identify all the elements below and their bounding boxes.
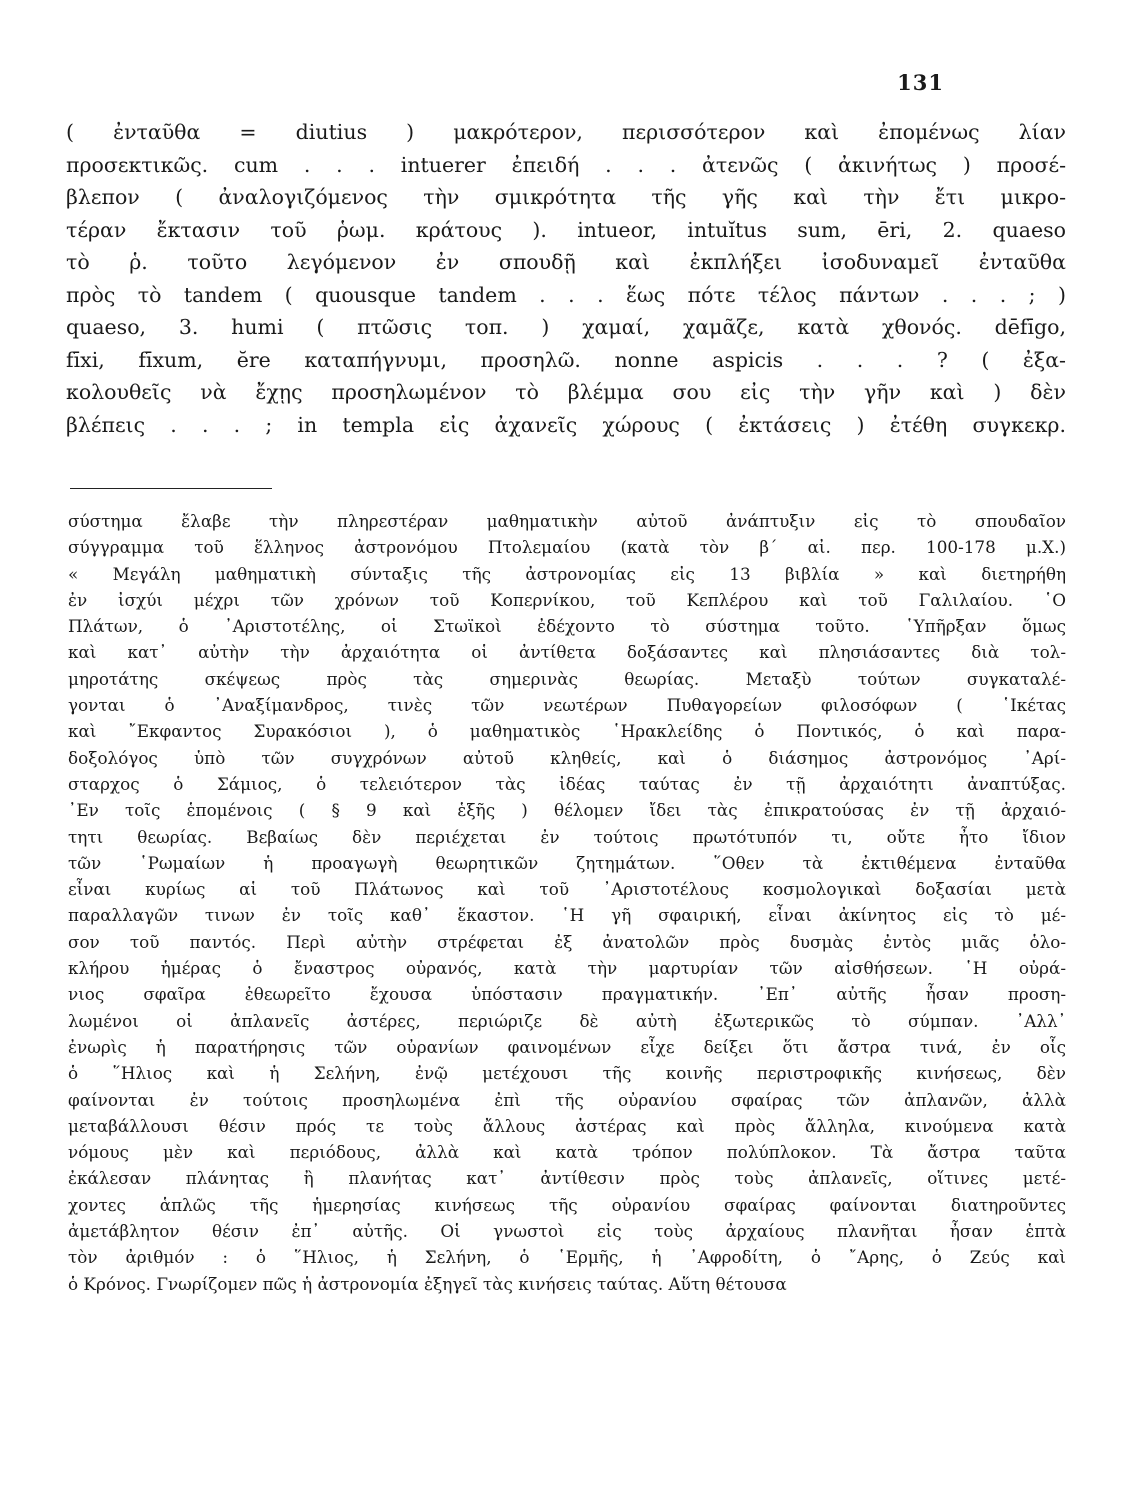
text-line: quaeso, 3. humi ( πτῶσις τοπ. ) χαμαί, χαμᾶζε, κατὰ χθονός. dēfīgo,	[66, 315, 1066, 339]
footnote-line: καὶ ῎Εκφαντος Συρακόσιοι ), ὁ μαθηματικὸς ῾Ηρακλείδης ὁ Ποντικός, ὁ καὶ παρα-	[68, 721, 1066, 742]
footnote-line: ὁ Κρόνος. Γνωρίζομεν πῶς ἡ ἀστρονομία ἐξηγεῖ τὰς κινήσεις ταύτας. Αὕτη θέτουσα	[68, 1273, 787, 1294]
footnote-line: μηροτάτης σκέψεως πρὸς τὰς σημερινὰς θεωρίας. Μεταξὺ τούτων συγκαταλέ-	[68, 668, 1066, 689]
footnote	[68, 508, 1066, 1297]
footnote-line: νόμους μὲν καὶ περιόδους, ἀλλὰ καὶ κατὰ τρόπον πολύπλοκον. Τὰ ἄστρα ταῦτα	[68, 1142, 1066, 1163]
footnote-line: νιος σφαῖρα ἐθεωρεῖτο ἔχουσα ὑπόστασιν πραγματικήν. ᾿Επ᾿ αὐτῆς ἦσαν προση-	[68, 984, 1066, 1005]
text-line: fīxi, fīxum, ĕre καταπήγνυμι, προσηλῶ. nonne aspicis . . . ? ( ἐξα-	[66, 347, 1066, 372]
footnote-line: Πλάτων, ὁ ᾿Αριστοτέλης, οἱ Στωϊκοὶ ἐδέχοντο τὸ σύστημα τοῦτο. ῾Υπῆρξαν ὅμως	[68, 616, 1066, 637]
footnote-line: σον τοῦ παντός. Περὶ αὐτὴν στρέφεται ἐξ ἀνατολῶν πρὸς δυσμὰς ἐντὸς μιᾶς ὁλο-	[68, 931, 1066, 952]
footnote-line: δοξολόγος ὑπὸ τῶν συγχρόνων αὐτοῦ κληθείς, καὶ ὁ διάσημος ἀστρονόμος ᾿Αρί-	[68, 747, 1066, 768]
text-line: τέραν ἔκτασιν τοῦ ῥωμ. κράτους ). intueor, intuĭtus sum, ēri, 2. quaeso	[66, 217, 1066, 242]
footnote-line: καὶ κατ᾿ αὐτὴν τὴν ἀρχαιότητα οἱ ἀντίθετα δοξάσαντες καὶ πλησιάσαντες διὰ τολ-	[68, 642, 1066, 663]
footnote-line: μεταβάλλουσι θέσιν πρός τε τοὺς ἄλλους ἀστέρας καὶ πρὸς ἄλληλα, κινούμενα κατὰ	[68, 1115, 1066, 1136]
footnote-line: φαίνονται ἐν τούτοις προσηλωμένα ἐπὶ τῆς οὐρανίου σφαίρας τῶν ἀπλανῶν, ἀλλὰ	[68, 1089, 1066, 1110]
footnote-line: γονται ὁ ᾿Αναξίμανδρος, τινὲς τῶν νεωτέρων Πυθαγορείων φιλοσόφων ( ῾Ικέτας	[68, 695, 1066, 716]
footnote-line: τὸν ἀριθμόν : ὁ ῞Ηλιος, ἡ Σελήνη, ὁ ῾Ερμῆς, ἡ ᾿Αφροδίτη, ὁ ῎Αρης, ὁ Ζεύς καὶ	[68, 1247, 1066, 1268]
footnote-line: ἐκάλεσαν πλάνητας ἢ πλανήτας κατ᾿ ἀντίθεσιν πρὸς τοὺς ἀπλανεῖς, οἵτινες μετέ-	[68, 1168, 1066, 1189]
footnote-line: κλήρου ἡμέρας ὁ ἔναστρος οὐρανός, κατὰ τὴν μαρτυρίαν τῶν αἰσθήσεων. ῾Η οὐρά-	[68, 958, 1066, 979]
footnote-line: ἀμετάβλητον θέσιν ἐπ᾿ αὐτῆς. Οἱ γνωστοὶ εἰς τοὺς ἀρχαίους πλανῆται ἦσαν ἑπτὰ	[68, 1221, 1066, 1242]
text-line: προσεκτικῶς. cum . . . intuerer ἐπειδή . . . ἀτενῶς ( ἀκινήτως ) προσέ-	[66, 152, 1066, 177]
footnote-divider	[70, 488, 272, 489]
page-number: 131	[897, 70, 944, 95]
main-text	[66, 116, 1066, 441]
footnote-line: ἐν ἰσχύι μέχρι τῶν χρόνων τοῦ Κοπερνίκου, τοῦ Κεπλέρου καὶ τοῦ Γαλιλαίου. ῾Ο	[68, 589, 1066, 610]
footnote-line: χοντες ἁπλῶς τῆς ἡμερησίας κινήσεως τῆς οὐρανίου σφαίρας φαίνονται διατηροῦντες	[68, 1194, 1066, 1215]
footnote-line: σύστημα ἔλαβε τὴν πληρεστέραν μαθηματικὴν αὐτοῦ ἀνάπτυξιν εἰς τὸ σπουδαῖον	[68, 511, 1066, 531]
text-line: κολουθεῖς νὰ ἔχῃς προσηλωμένον τὸ βλέμμα σου εἰς τὴν γῆν καὶ ) δὲν	[66, 380, 1066, 404]
footnote-line: τητι θεωρίας. Βεβαίως δὲν περιέχεται ἐν τούτοις πρωτότυπόν τι, οὔτε ἦτο ἴδιον	[68, 826, 1066, 847]
footnote-line: ἐνωρὶς ἡ παρατήρησις τῶν οὐρανίων φαινομένων εἶχε δείξει ὅτι ἄστρα τινά, ἐν οἷς	[68, 1036, 1066, 1057]
footnote-line: λωμένοι οἱ ἀπλανεῖς ἀστέρες, περιώριζε δὲ αὐτὴ ἐξωτερικῶς τὸ σύμπαν. ᾿Αλλ᾿	[68, 1010, 1066, 1031]
footnote-line: παραλλαγῶν τινων ἐν τοῖς καθ᾿ ἕκαστον. ῾Η γῆ σφαιρική, εἶναι ἀκίνητος εἰς τὸ μέ-	[68, 905, 1066, 926]
footnote-line: ᾿Εν τοῖς ἑπομένοις ( § 9 καὶ ἑξῆς ) θέλομεν ἴδει τὰς ἐπικρατούσας ἐν τῇ ἀρχαιό-	[68, 800, 1066, 821]
footnote-line: « Μεγάλη μαθηματικὴ σύνταξις τῆς ἀστρονομίας εἰς 13 βιβλία » καὶ διετηρήθη	[68, 563, 1066, 584]
text-line: βλέπεις . . . ; in templa εἰς ἀχανεῖς χώρους ( ἐκτάσεις ) ἐτέθη συγκεκρ.	[66, 412, 1066, 437]
text-line: βλεπον ( ἀναλογιζόμενος τὴν σμικρότητα τῆς γῆς καὶ τὴν ἔτι μικρο-	[66, 185, 1066, 209]
footnote-line: τῶν ῾Ρωμαίων ἡ προαγωγὴ θεωρητικῶν ζητημάτων. ῞Οθεν τὰ ἐκτιθέμενα ἐνταῦθα	[68, 852, 1066, 873]
text-line: τὸ ῥ. τοῦτο λεγόμενον ἐν σπουδῇ καὶ ἐκπλήξει ἰσοδυναμεῖ ἐνταῦθα	[66, 250, 1066, 274]
footnote-line: σύγγραμμα τοῦ ἕλληνος ἀστρονόμου Πτολεμαίου (κατὰ τὸν β΄ αἰ. περ. 100-178 μ.Χ.)	[68, 537, 1066, 558]
text-line: ( ἐνταῦθα = diutius ) μακρότερον, περισσότερον καὶ ἐπομένως λίαν	[66, 120, 1066, 144]
footnote-line: εἶναι κυρίως αἱ τοῦ Πλάτωνος καὶ τοῦ ᾿Αριστοτέλους κοσμολογικαὶ δοξασίαι μετὰ	[68, 879, 1066, 900]
footnote-line: σταρχος ὁ Σάμιος, ὁ τελειότερον τὰς ἰδέας ταύτας ἐν τῇ ἀρχαιότητι ἀναπτύξας.	[68, 773, 1066, 794]
footnote-line: ὁ ῞Ηλιος καὶ ἡ Σελήνη, ἐνῷ μετέχουσι τῆς κοινῆς περιστροφικῆς κινήσεως, δὲν	[68, 1063, 1066, 1084]
text-line: πρὸς τὸ tandem ( quousque tandem . . . ἕως πότε τέλος πάντων . . . ; )	[66, 282, 1066, 307]
